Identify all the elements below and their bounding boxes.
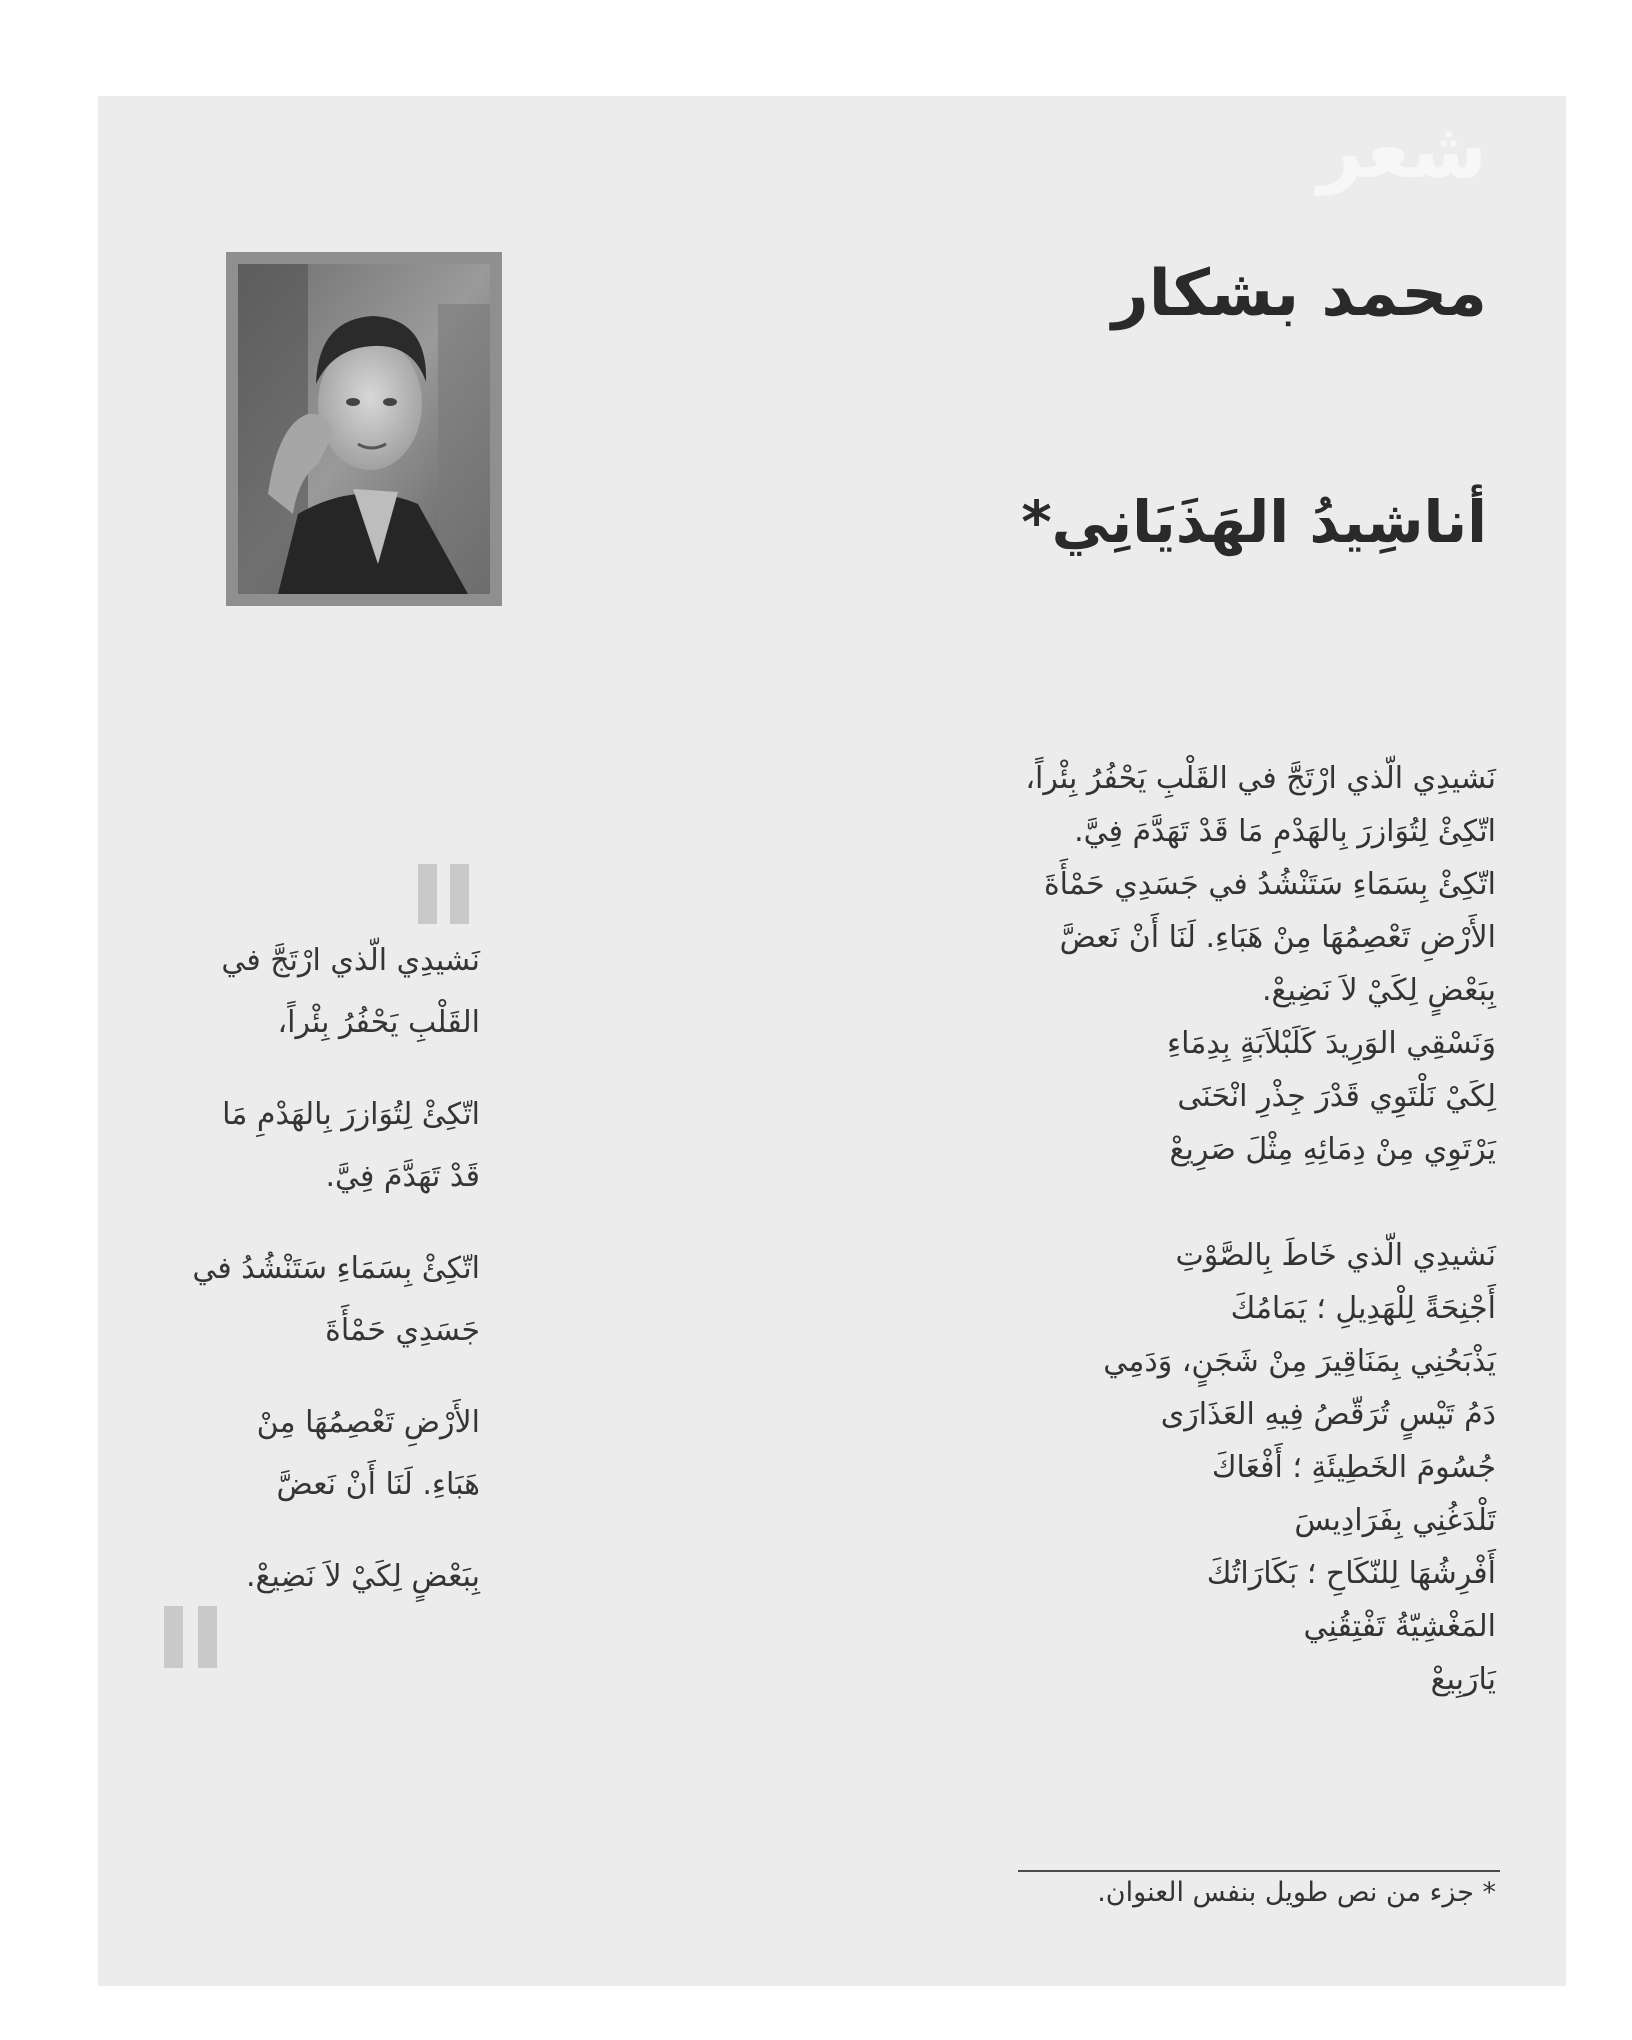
- poem-line: نَشيدِي الّذي خَاطَ بِالصَّوْتِ: [1175, 1238, 1496, 1273]
- pull-quote-group: [180, 1084, 480, 1208]
- poem-line: أَفْرِشُهَا لِلنّكَاحِ ؛ بَكَارَاتُكَ: [1206, 1556, 1496, 1591]
- pull-quote: [180, 930, 480, 1638]
- footnote: * جزء من نص طويل بنفس العنوان.: [1097, 1877, 1496, 1908]
- poem-line: جُسُومَ الخَطِيئَةِ ؛ أَفْعَاكَ: [1211, 1450, 1496, 1485]
- poem-line: الأَرْضِ تَعْصِمُهَا مِنْ هَبَاءِ. لَنَا أَنْ نَعضَّ: [1059, 920, 1496, 955]
- pull-quote-close-mark: [164, 1606, 220, 1668]
- author-photo: [226, 252, 502, 606]
- poem-stanza: [796, 1229, 1496, 1706]
- poem-line: وَنَسْقِي الوَرِيدَ كَلَبْلاَبَةٍ بِدِمَاءِ: [1167, 1026, 1496, 1061]
- footnote-rule: [1018, 1870, 1500, 1872]
- poem-body: [796, 752, 1496, 1759]
- poem-line: لِكَيْ نَلْتَوِي قَدْرَ جِذْرِ انْحَنَى: [1177, 1079, 1496, 1114]
- pull-quote-line: قَدْ تَهَدَّمَ فِيَّ.: [325, 1159, 480, 1194]
- quote-mark-bar: [450, 864, 469, 924]
- pull-quote-line: نَشيدِي الّذي ارْتَجَّ في: [221, 943, 480, 978]
- pull-quote-open-mark: [418, 864, 472, 924]
- pull-quote-line: هَبَاءِ. لَنَا أَنْ نَعضَّ: [276, 1467, 480, 1502]
- poem-line: نَشيدِي الّذي ارْتَجَّ في القَلْبِ يَحْفُرُ بِئْراً،: [1025, 761, 1496, 796]
- poem-stanza: [796, 752, 1496, 1176]
- pull-quote-line: اتّكِئْ لِتُوَازرَ بِالهَدْمِ مَا: [222, 1097, 480, 1132]
- author-name: محمد بشكار: [1111, 257, 1487, 331]
- quote-mark-bar: [198, 1606, 217, 1668]
- section-label: شعر: [1317, 106, 1487, 196]
- pull-quote-group: [180, 930, 480, 1054]
- pull-quote-group: [180, 1238, 480, 1362]
- pull-quote-line: الأَرْضِ تَعْصِمُهَا مِنْ: [256, 1405, 480, 1440]
- author-portrait-image: [238, 264, 490, 594]
- poem-line: اتّكِئْ لِتُوَازرَ بِالهَدْمِ مَا قَدْ تَهَدَّمَ فِيَّ.: [1074, 814, 1496, 849]
- pull-quote-line: القَلْبِ يَحْفُرُ بِئْراً،: [277, 1005, 480, 1040]
- poem-line: المَغْشِيّةُ تَفْتِقُنِي: [1303, 1609, 1496, 1644]
- poem-line: بِبَعْضٍ لِكَيْ لاَ نَضِيعْ.: [1262, 973, 1496, 1008]
- quote-mark-bar: [418, 864, 437, 924]
- poem-line: اتّكِئْ بِسَمَاءِ سَتَنْشُدُ في جَسَدِي حَمْأَةَ: [1043, 867, 1496, 902]
- pull-quote-line: بِبَعْضٍ لِكَيْ لاَ نَضِيعْ.: [246, 1559, 480, 1594]
- pull-quote-line: اتّكِئْ بِسَمَاءِ سَتَنْشُدُ في: [192, 1251, 480, 1286]
- pull-quote-group: [180, 1392, 480, 1516]
- poem-title: أناشِيدُ الهَذَيَانِي*: [1021, 488, 1487, 556]
- poem-line: يَرْتَوِي مِنْ دِمَائِهِ مِثْلَ صَرِيعْ: [1169, 1132, 1496, 1167]
- poem-line: تَلْدَغُنِي بِفَرَادِيسَ: [1294, 1503, 1496, 1538]
- poem-line: يَارَبِيعْ: [1430, 1662, 1496, 1697]
- poem-line: أَجْنِحَةً لِلْهَدِيلِ ؛ يَمَامُكَ: [1230, 1291, 1496, 1326]
- pull-quote-group: [180, 1546, 480, 1608]
- poem-line: دَمُ تَيْسٍ تُرَقّصُ فِيهِ العَذَارَى: [1160, 1397, 1496, 1432]
- quote-mark-bar: [164, 1606, 183, 1668]
- poem-line: يَذْبَحُنِي بِمَنَاقِيرَ مِنْ شَجَنٍ، وَدَمِي: [1103, 1344, 1496, 1379]
- pull-quote-line: جَسَدِي حَمْأَةَ: [325, 1313, 480, 1348]
